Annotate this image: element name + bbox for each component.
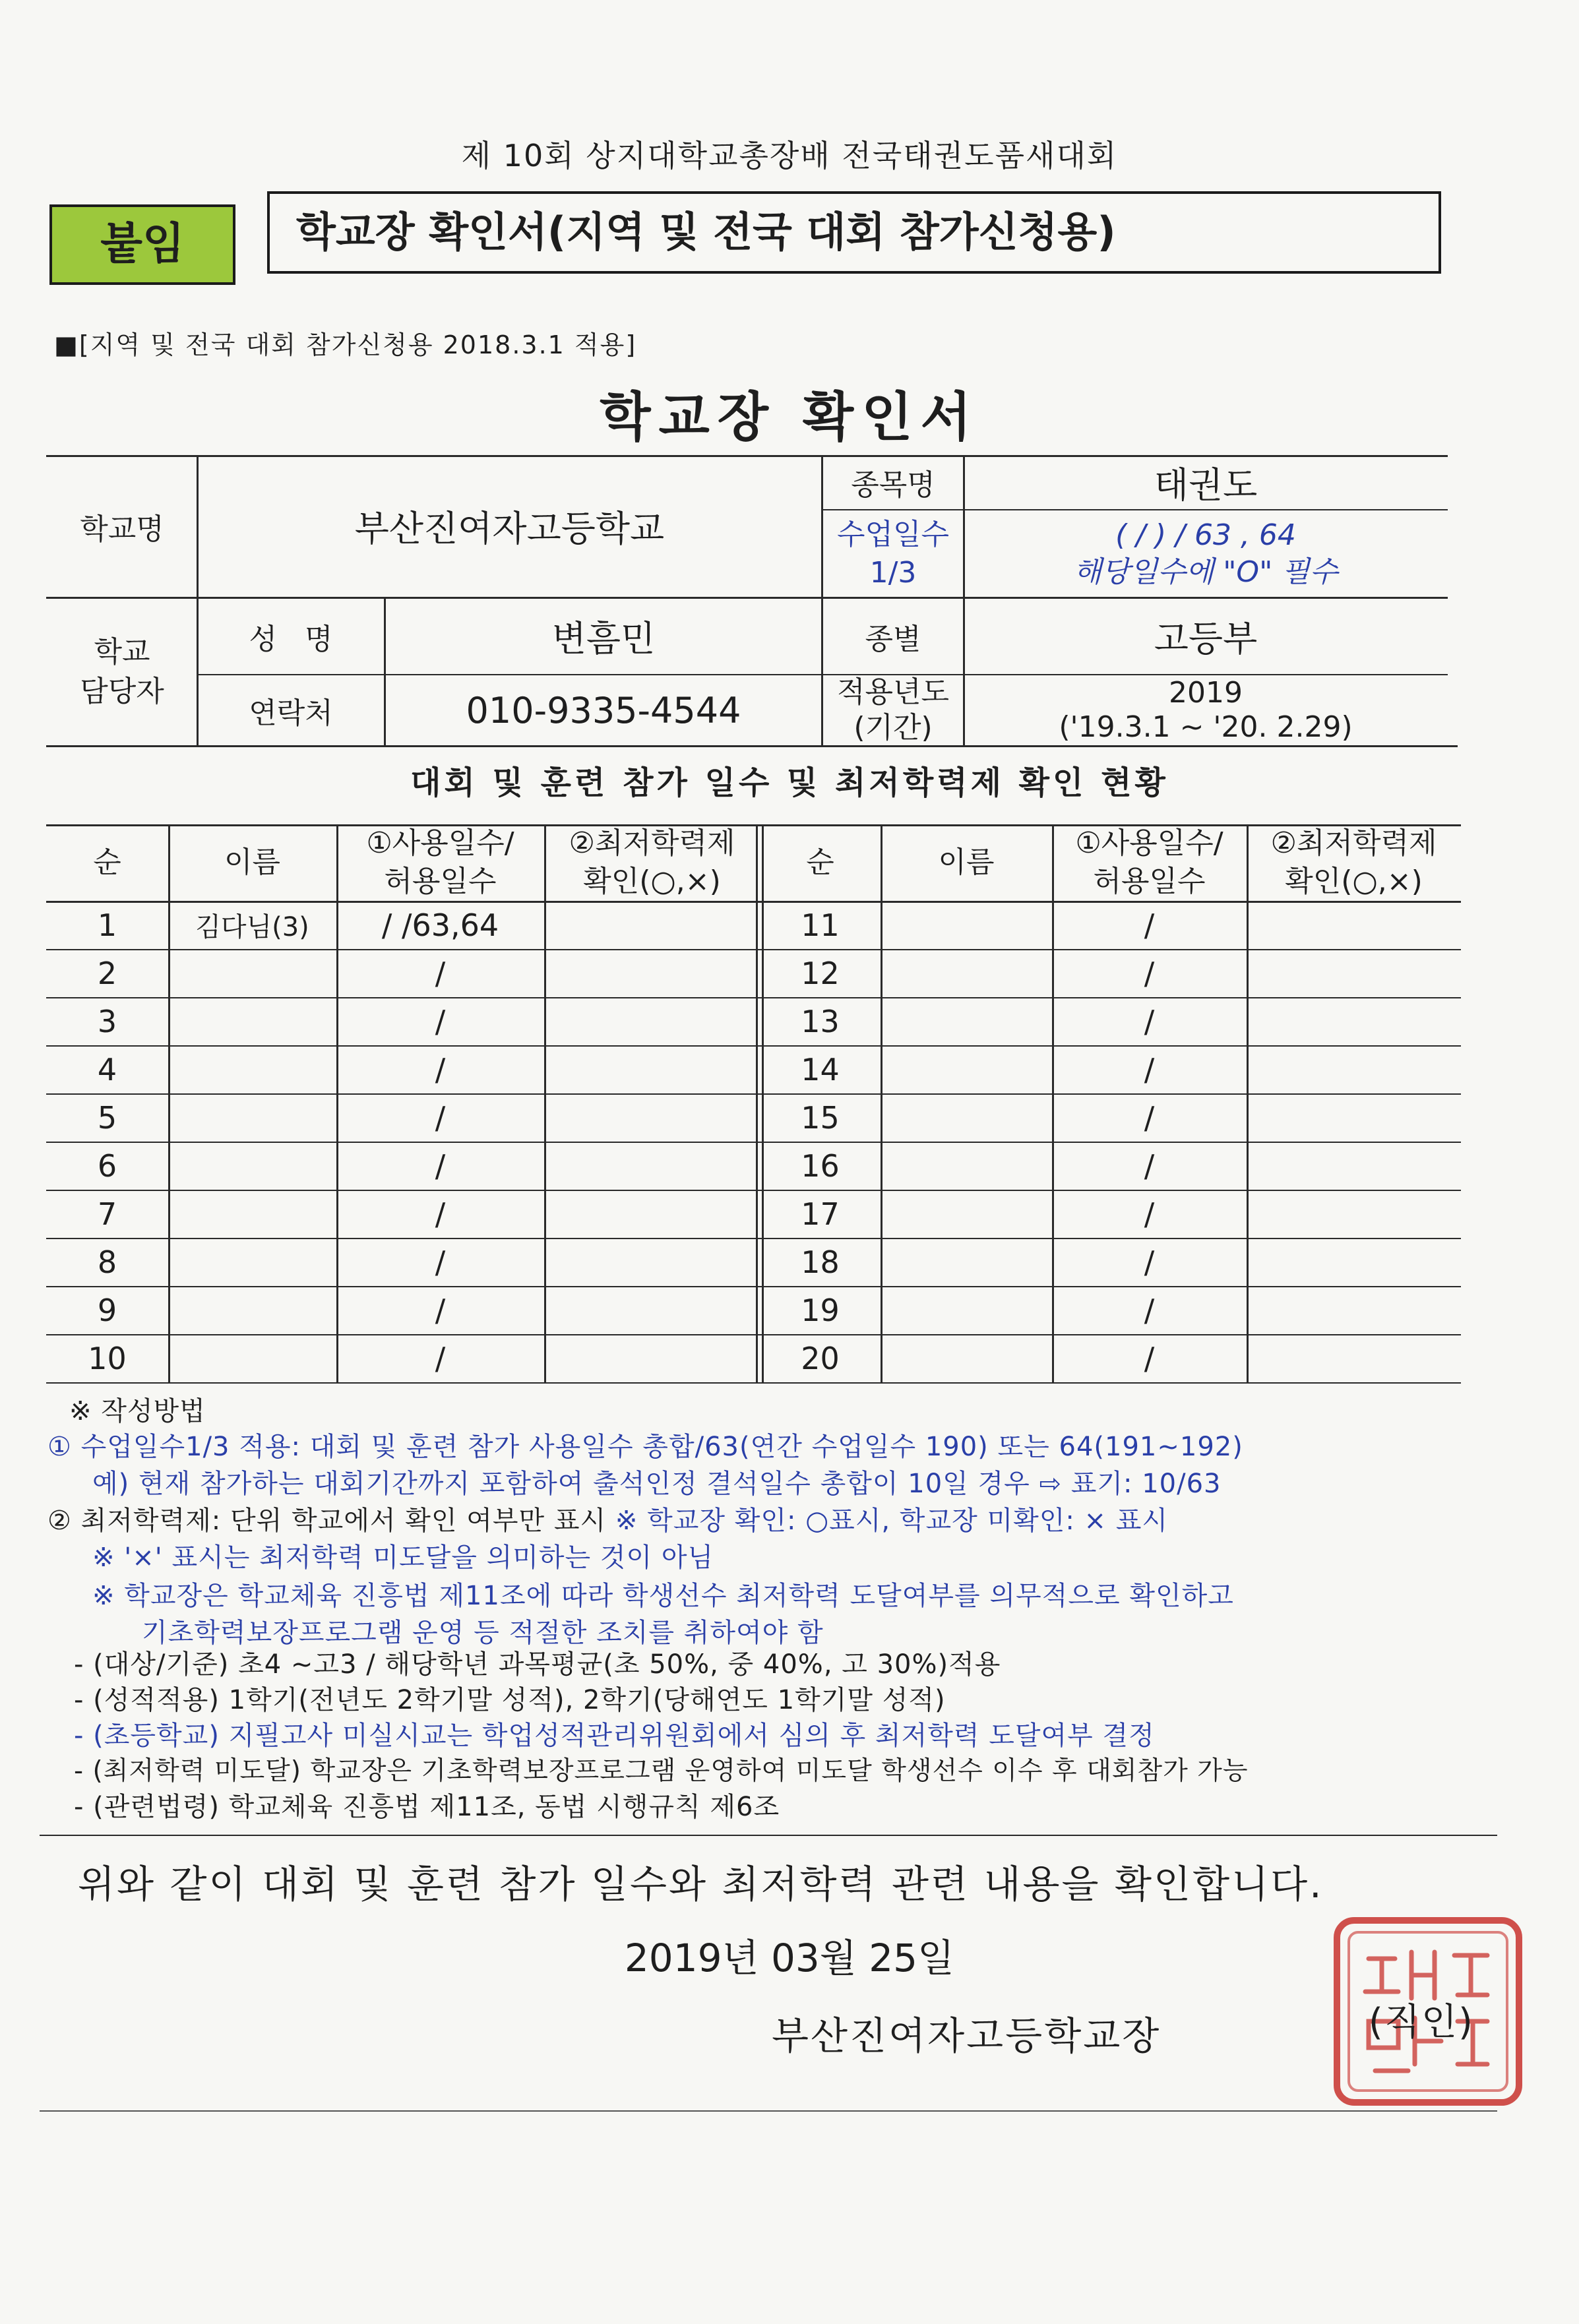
left-row-check xyxy=(544,1190,760,1238)
event-label: 종목명 xyxy=(851,468,935,502)
left-row-no: 1 xyxy=(97,907,117,943)
right-row-name xyxy=(881,901,1052,949)
left-row-days: / xyxy=(435,1340,446,1376)
contact-label: 연락처 xyxy=(249,696,333,730)
left-row-days: / xyxy=(435,1244,446,1280)
school-manager-label: 학교 담당자 xyxy=(80,634,164,708)
left-row-name: 김다님(3) xyxy=(195,912,309,942)
left-row-days: / xyxy=(435,1147,446,1184)
left-row-name xyxy=(168,1190,336,1238)
left-row-days: / /63,64 xyxy=(381,907,499,943)
right-row-days: / xyxy=(1144,1099,1155,1136)
right-row-name xyxy=(881,949,1052,997)
instructions-heading: ※ 작성방법 xyxy=(69,1396,206,1426)
right-row-check xyxy=(1247,1238,1461,1286)
right-row-name xyxy=(881,997,1052,1045)
class-days-label: 수업일수 1/3 xyxy=(836,517,949,590)
main-title: 학교장 확인서 xyxy=(600,386,979,448)
right-row-days: / xyxy=(1144,907,1155,943)
right-row-no: 18 xyxy=(801,1244,840,1280)
section-title: 대회 및 훈련 참가 일수 및 최저학력제 확인 현황 xyxy=(410,764,1169,801)
left-header-no: 순 xyxy=(93,845,121,879)
left-header-days: ①사용일수/ 허용일수 xyxy=(366,826,514,898)
right-row-no: 12 xyxy=(801,955,840,991)
left-row-no: 6 xyxy=(97,1147,117,1184)
right-row-no: 17 xyxy=(801,1196,840,1232)
right-row-name xyxy=(881,1334,1052,1382)
left-row-name xyxy=(168,1334,336,1382)
left-row-no: 8 xyxy=(97,1244,117,1280)
left-header-check: ②최저학력제 확인(○,×) xyxy=(569,826,735,898)
left-row-days: / xyxy=(435,1003,446,1039)
right-row-no: 19 xyxy=(801,1292,840,1328)
right-row-name xyxy=(881,1093,1052,1142)
left-row-no: 7 xyxy=(97,1196,117,1232)
left-row-no: 2 xyxy=(97,955,117,991)
right-row-check xyxy=(1247,1142,1461,1190)
right-row-no: 20 xyxy=(801,1340,840,1376)
event-value: 태권도 xyxy=(1154,464,1258,506)
right-header-no: 순 xyxy=(806,845,834,879)
seal-label: (직인) xyxy=(1369,2001,1474,2044)
left-row-days: / xyxy=(435,1196,446,1232)
right-header-name: 이름 xyxy=(938,845,995,879)
left-row-name xyxy=(168,997,336,1045)
right-row-no: 15 xyxy=(801,1099,840,1136)
contact-value: 010-9335-4544 xyxy=(466,689,741,731)
class-days-value: ( / ) / 63 , 64 해당일수에 "O" 필수 xyxy=(1073,518,1338,589)
application-notice: ■[지역 및 전국 대회 참가신청용 2018.3.1 적용] xyxy=(54,330,637,359)
right-row-no: 16 xyxy=(801,1147,840,1184)
right-row-days: / xyxy=(1144,1244,1155,1280)
left-row-name xyxy=(168,1238,336,1286)
left-row-no: 9 xyxy=(97,1292,117,1328)
right-row-days: / xyxy=(1144,955,1155,991)
right-row-name xyxy=(881,1286,1052,1334)
right-row-check xyxy=(1247,997,1461,1045)
name-label: 성 명 xyxy=(249,622,333,656)
instruction-line-11: - (관련법령) 학교체육 진흥법 제11조, 동법 시행규칙 제6조 xyxy=(74,1792,780,1822)
instruction-line-5: ※ 학교장은 학교체육 진흥법 제11조에 따라 학생선수 최저학력 도달여부를 의무적으로 확인하고 xyxy=(92,1581,1234,1611)
left-row-name xyxy=(168,949,336,997)
right-row-name xyxy=(881,1142,1052,1190)
left-row-check xyxy=(544,1286,760,1334)
left-row-name xyxy=(168,1142,336,1190)
division-label: 종별 xyxy=(865,622,921,656)
document-title: 학교장 확인서(지역 및 전국 대회 참가신청용) xyxy=(267,191,1441,274)
instruction-line-6: 기초학력보장프로그램 운영 등 적절한 조치를 취하여야 함 xyxy=(142,1618,824,1648)
principal-name: 부산진여자고등학교장 xyxy=(772,2013,1161,2058)
left-row-name xyxy=(168,1286,336,1334)
instruction-line-7: - (대상/기준) 초4 ~고3 / 해당학년 과목평균(초 50%, 중 40%, 고 30%)적용 xyxy=(74,1649,1001,1680)
left-row-days: / xyxy=(435,1051,446,1087)
left-row-days: / xyxy=(435,955,446,991)
left-row-check xyxy=(544,1142,760,1190)
right-row-check xyxy=(1247,1045,1461,1093)
right-header-check: ②최저학력제 확인(○,×) xyxy=(1270,826,1437,898)
school-name-label: 학교명 xyxy=(80,512,164,546)
left-row-check xyxy=(544,997,760,1045)
confirmation-date: 2019년 03월 25일 xyxy=(624,1936,955,1980)
left-row-no: 4 xyxy=(97,1051,117,1087)
right-row-days: / xyxy=(1144,1340,1155,1376)
right-row-no: 11 xyxy=(801,907,840,943)
name-value: 변흠민 xyxy=(551,618,656,659)
right-row-days: / xyxy=(1144,1003,1155,1039)
left-row-no: 3 xyxy=(97,1003,117,1039)
left-row-days: / xyxy=(435,1292,446,1328)
left-row-check xyxy=(544,949,760,997)
instruction-line-1: ① 수업일수1/3 적용: 대회 및 훈련 참가 사용일수 총합/63(연간 수업일수 190) 또는 64(191~192) xyxy=(47,1432,1243,1462)
instruction-line-3: ② 최저학력제: 단위 학교에서 확인 여부만 표시 ※ 학교장 확인: ○표시, 학교장 미확인: × 표시 xyxy=(47,1506,1169,1536)
instruction-line-9: - (초등학교) 지필고사 미실시교는 학업성적관리위원회에서 심의 후 최저학력 도달여부 결정 xyxy=(74,1721,1155,1751)
right-row-no: 14 xyxy=(801,1051,840,1087)
instruction-line-8: - (성적적용) 1학기(전년도 2학기말 성적), 2학기(당해연도 1학기말 성적) xyxy=(74,1685,946,1715)
right-row-check xyxy=(1247,949,1461,997)
right-row-days: / xyxy=(1144,1292,1155,1328)
confirmation-sentence: 위와 같이 대회 및 훈련 참가 일수와 최저학력 관련 내용을 확인합니다. xyxy=(78,1862,1324,1907)
left-row-check xyxy=(544,1238,760,1286)
left-row-name xyxy=(168,1045,336,1093)
left-row-check xyxy=(544,1093,760,1142)
right-row-days: / xyxy=(1144,1196,1155,1232)
apply-year-value: 2019 ('19.3.1 ~ '20. 2.29) xyxy=(1059,676,1353,744)
attachment-badge: 붙임 xyxy=(49,204,235,285)
instruction-line-4: ※ '×' 표시는 최저학력 미도달을 의미하는 것이 아님 xyxy=(92,1543,714,1573)
left-row-check xyxy=(544,1045,760,1093)
instruction-line-2: 예) 현재 참가하는 대회기간까지 포함하여 출석인정 결석일수 총합이 10일 경우 ⇨ 표기: 10/63 xyxy=(92,1469,1222,1499)
left-header-name: 이름 xyxy=(224,845,280,879)
apply-year-label: 적용년도 (기간) xyxy=(836,675,949,745)
right-row-name xyxy=(881,1190,1052,1238)
right-row-check xyxy=(1247,1334,1461,1382)
right-row-check xyxy=(1247,1190,1461,1238)
division-value: 고등부 xyxy=(1154,618,1258,659)
right-row-no: 13 xyxy=(801,1003,840,1039)
right-row-name xyxy=(881,1238,1052,1286)
left-row-name xyxy=(168,1093,336,1142)
left-row-no: 10 xyxy=(88,1340,127,1376)
left-row-check xyxy=(544,1334,760,1382)
right-row-check xyxy=(1247,1286,1461,1334)
right-row-check xyxy=(1247,901,1461,949)
right-row-days: / xyxy=(1144,1051,1155,1087)
right-row-days: / xyxy=(1144,1147,1155,1184)
left-row-check xyxy=(544,901,760,949)
right-header-days: ①사용일수/ 허용일수 xyxy=(1075,826,1223,898)
right-row-check xyxy=(1247,1093,1461,1142)
right-row-name xyxy=(881,1045,1052,1093)
instruction-line-10: - (최저학력 미도달) 학교장은 기초학력보장프로그램 운영하여 미도달 학생선수 이수 후 대회참가 가능 xyxy=(74,1756,1249,1786)
left-row-no: 5 xyxy=(97,1099,117,1136)
school-name-value: 부산진여자고등학교 xyxy=(354,508,665,549)
left-row-days: / xyxy=(435,1099,446,1136)
event-title: 제 10회 상지대학교총장배 전국태권도품새대회 xyxy=(461,138,1118,173)
